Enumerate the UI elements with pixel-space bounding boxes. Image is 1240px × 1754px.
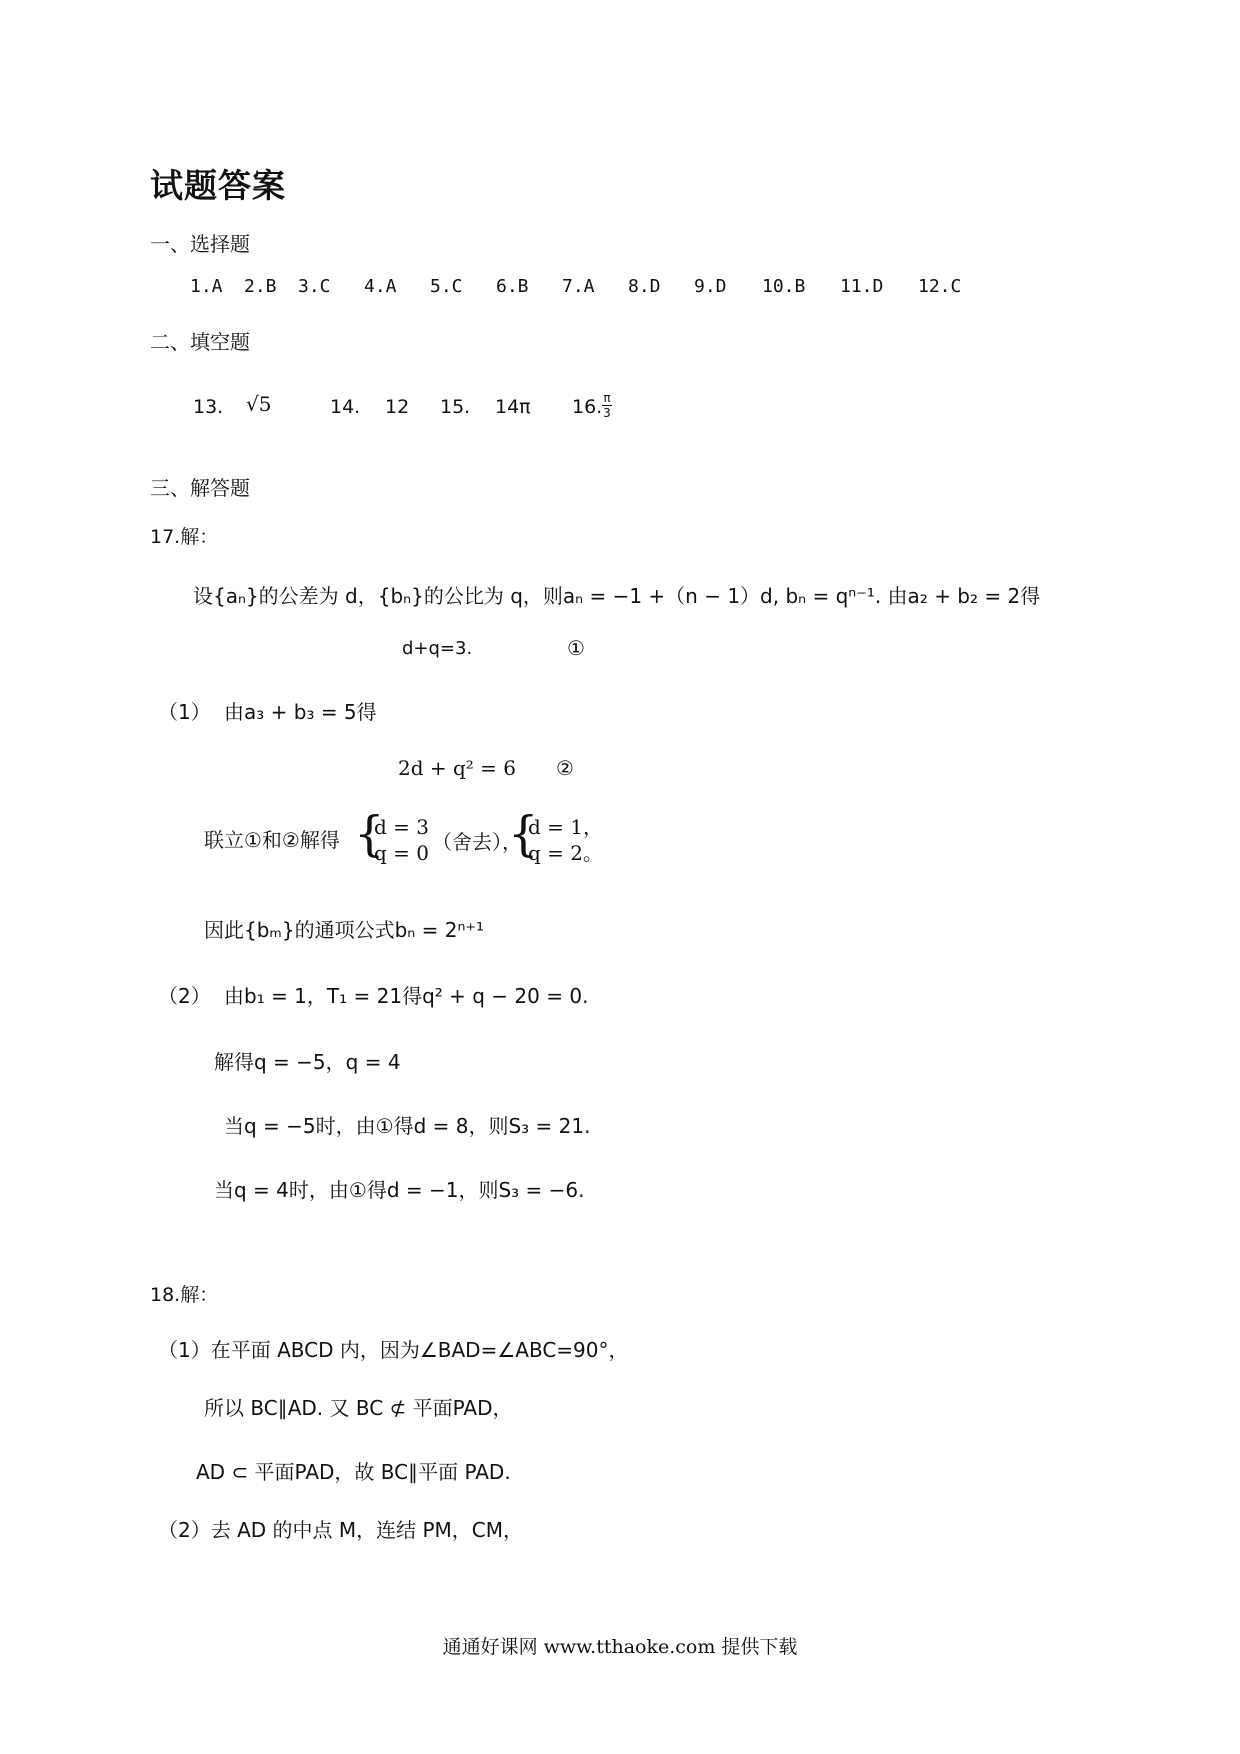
fill-q15-answer: 14π (495, 396, 531, 418)
page-footer: 通通好课网 www.tthaoke.com 提供下载 (442, 1636, 798, 1658)
choice-answer: 11.D (840, 276, 884, 297)
q17-part1-text: 由a₃ + b₃ = 5得 (224, 700, 377, 724)
section-choice-heading: 一、选择题 (150, 232, 250, 256)
q17-part2-case2: 当q = 4时，由①得d = −1，则S₃ = −6. (214, 1178, 585, 1202)
left-brace-icon: { (354, 806, 385, 862)
q17-discard-note: （舍去）， (432, 830, 522, 854)
choice-answer: 9.D (694, 276, 727, 297)
fill-q15-number: 15. (440, 396, 471, 418)
fraction-denominator: 3 (603, 406, 611, 420)
left-brace-icon: { (508, 806, 539, 862)
choice-answer: 5.C (430, 276, 463, 297)
q18-line-4: （2）去 AD 的中点 M，连结 PM，CM， (158, 1518, 524, 1542)
choice-answer: 4.A (364, 276, 397, 297)
q17-part2-case1: 当q = −5时，由①得d = 8，则S₃ = 21. (224, 1114, 591, 1138)
q17-eq2-mark: ② (556, 756, 574, 780)
q18-line-3: AD ⊂ 平面PAD，故 BC∥平面 PAD. (196, 1460, 511, 1484)
q17-part2-label: （2） (158, 984, 211, 1008)
fraction-numerator: π (603, 391, 611, 405)
system-line: q = 2。 (528, 841, 603, 865)
q18-line-2: 所以 BC∥AD. 又 BC ⊄ 平面PAD， (204, 1396, 513, 1420)
choice-answer: 1.A (190, 276, 223, 297)
q17-system-1-lines (374, 814, 429, 866)
fill-q14-number: 14. (330, 396, 361, 418)
choice-answer: 6.B (496, 276, 529, 297)
fill-q13-answer: √5 (246, 392, 272, 416)
q17-part1-label: （1） (158, 700, 211, 724)
q17-eq1-mark: ① (567, 636, 585, 660)
q18-line-1: （1）在平面 ABCD 内，因为∠BAD=∠ABC=90°， (158, 1338, 629, 1362)
section-solve-heading: 三、解答题 (150, 476, 250, 500)
choice-answer: 7.A (562, 276, 595, 297)
q17-eq2: 2d + q² = 6 (398, 756, 517, 780)
system-line: d = 1， (528, 815, 603, 839)
choice-answer: 2.B (244, 276, 277, 297)
q17-solve-prefix: 联立①和②解得 (204, 828, 340, 852)
q18-heading: 18.解： (150, 1284, 219, 1306)
choice-answer: 3.C (298, 276, 331, 297)
q17-eq1: d+q=3. (402, 638, 473, 659)
section-fill-heading: 二、填空题 (150, 330, 250, 354)
fill-q13-number: 13. (193, 396, 224, 418)
system-line: q = 0 (374, 841, 429, 865)
q17-part2-text: 由b₁ = 1，T₁ = 21得q² + q − 20 = 0. (224, 984, 589, 1008)
q17-part2-roots: 解得q = −5，q = 4 (214, 1050, 401, 1074)
q17-general-term: 因此{bₘ}的通项公式bₙ = 2ⁿ⁺¹ (204, 918, 485, 942)
choice-answer: 8.D (628, 276, 661, 297)
fill-q16-number: 16. (572, 396, 603, 418)
q17-setup: 设{aₙ}的公差为 d，{bₙ}的公比为 q，则aₙ = −1 +（n − 1）d, bₙ = qⁿ⁻¹. 由a₂ + b₂ = 2得 (193, 584, 1041, 608)
system-line: d = 3 (374, 815, 429, 839)
q17-heading: 17.解： (150, 526, 219, 548)
choice-answer: 10.B (762, 276, 806, 297)
q17-system-2-lines (528, 814, 603, 866)
fill-q16-fraction (602, 392, 612, 419)
choice-answer: 12.C (918, 276, 962, 297)
fill-q14-answer: 12 (385, 396, 410, 418)
page-title: 试题答案 (150, 166, 286, 205)
